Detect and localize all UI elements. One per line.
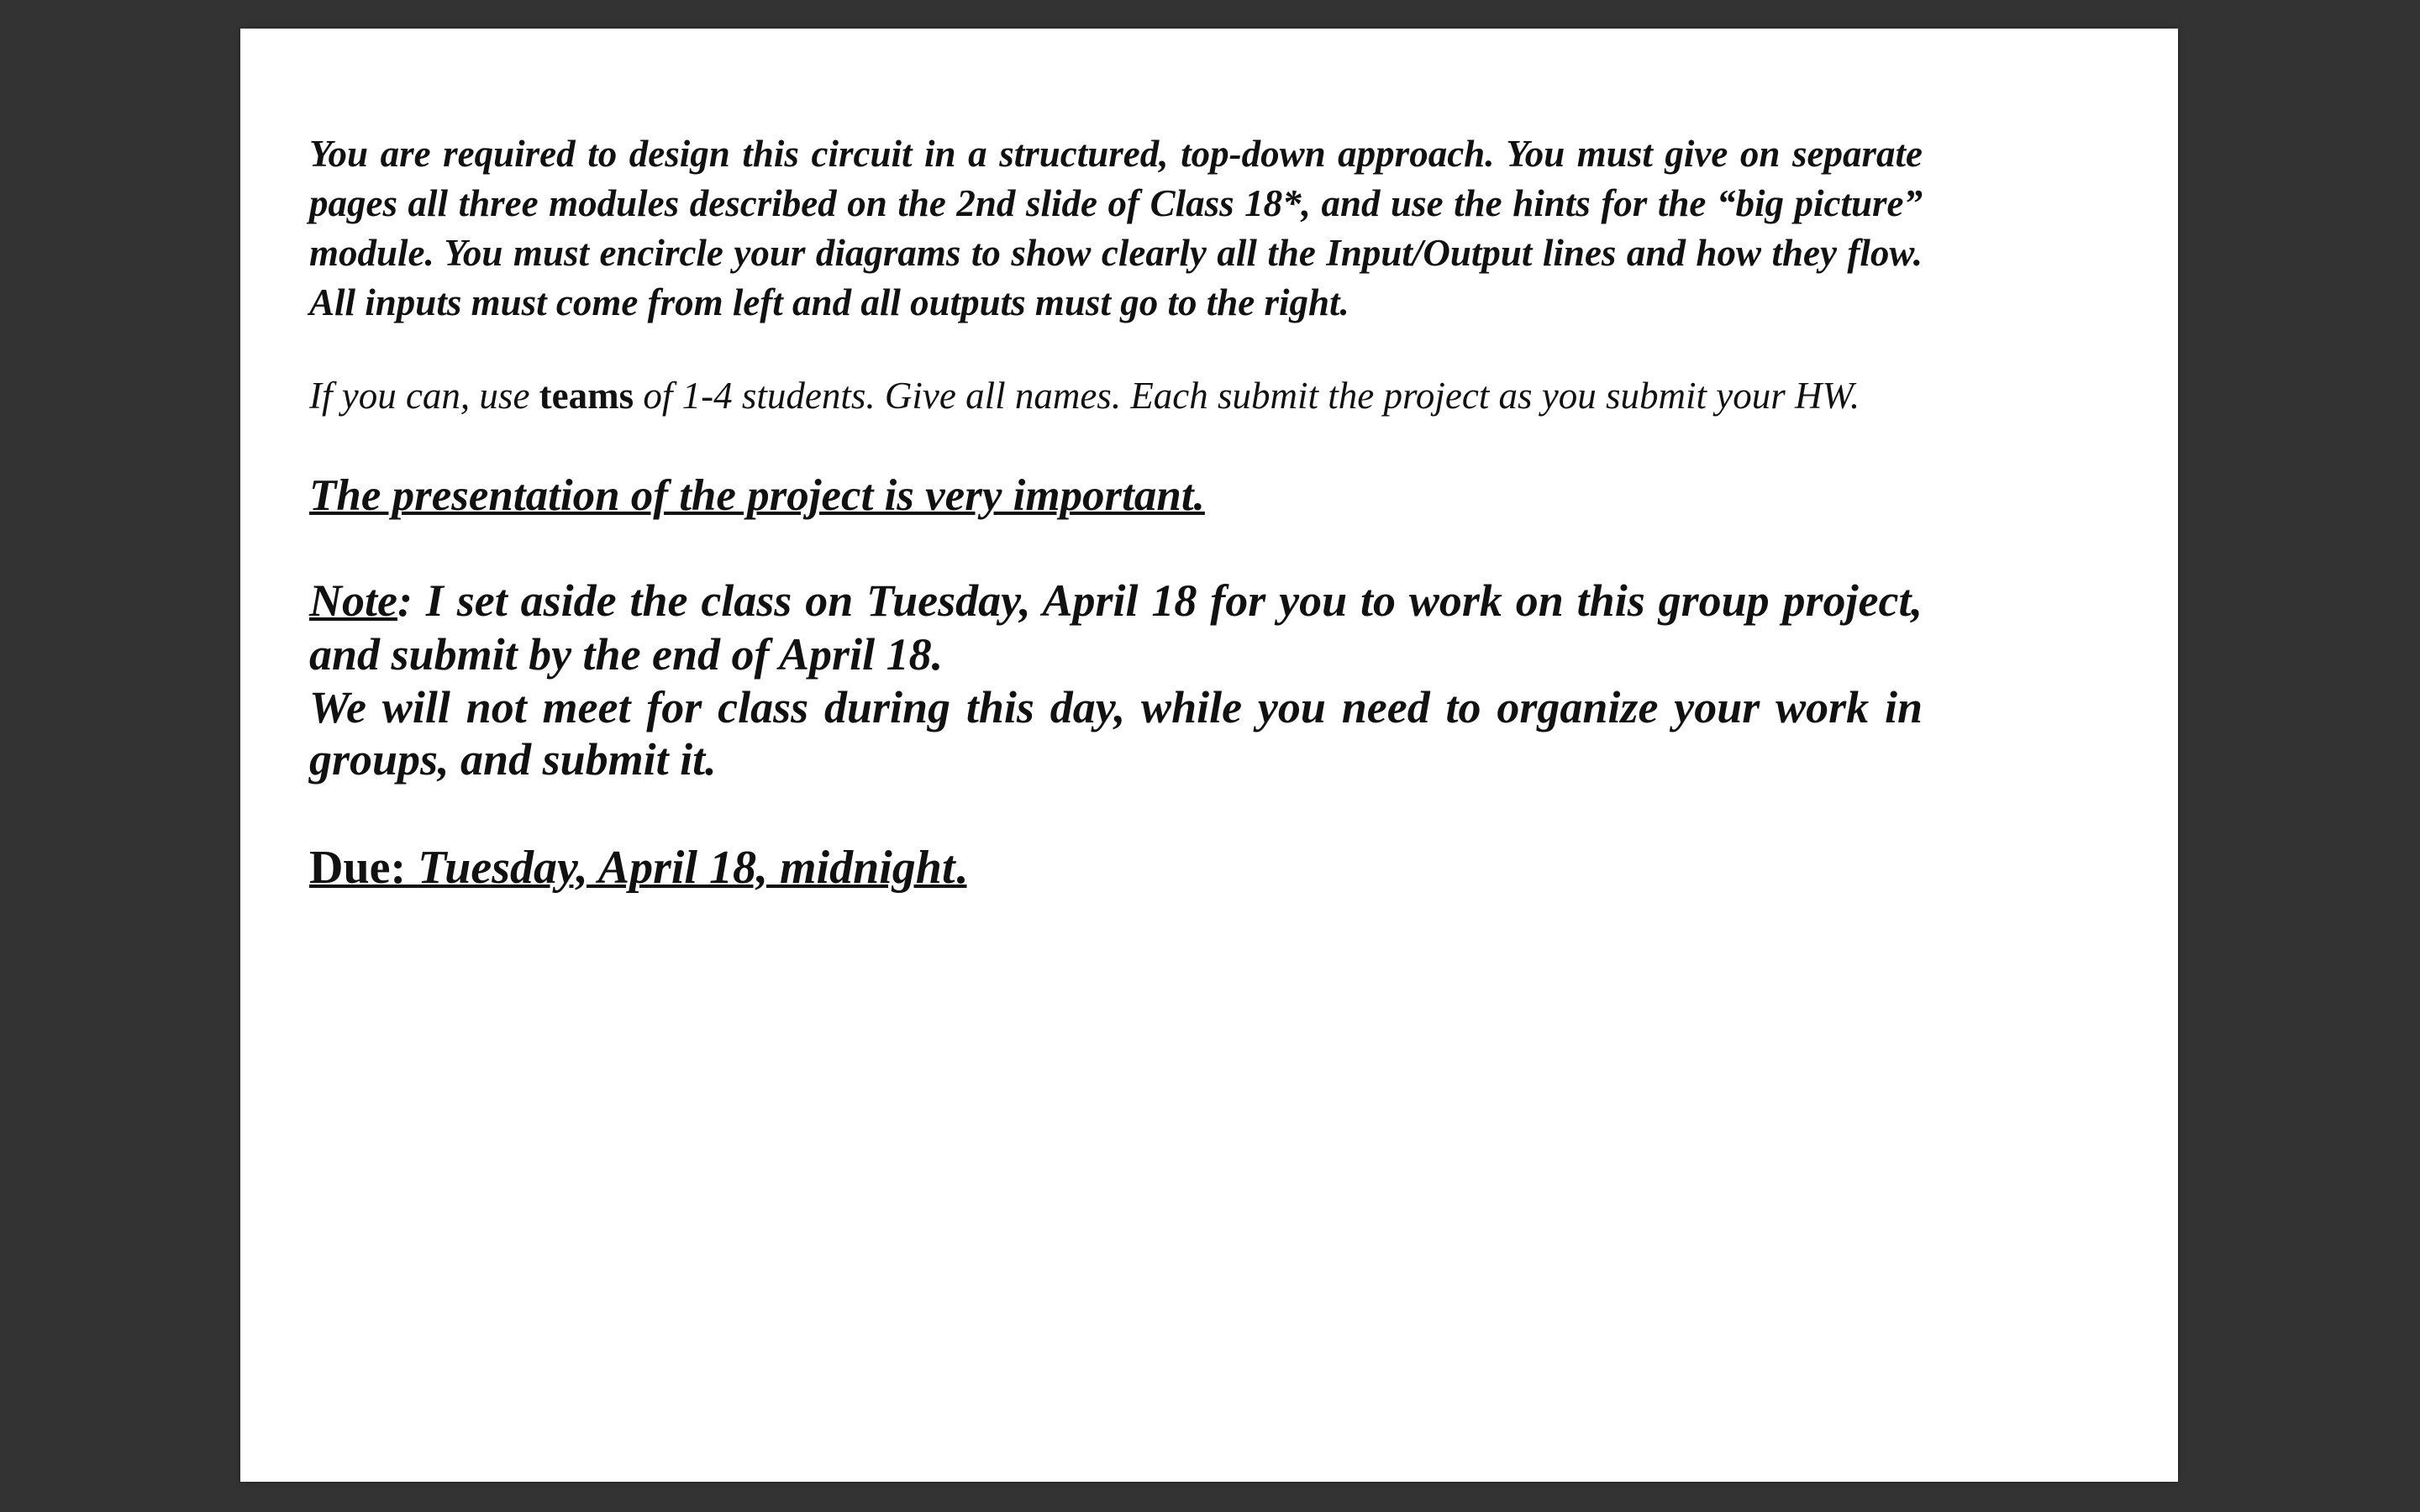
- note-text: : I set aside the class on Tuesday, April 18 for you to work on this group project, and submit by the end of April 18.: [309, 575, 1923, 680]
- meeting-paragraph: We will not meet for class during this day, while you need to organize your work in groups, and submit it.: [309, 682, 1923, 785]
- due-line: [309, 839, 1923, 896]
- due-date: Tuesday, April 18, midnight: [418, 842, 955, 894]
- due-label: Due:: [309, 842, 418, 894]
- teams-text-after: of 1-4 students. Give all names. Each submit the project as you submit your HW.: [634, 375, 1860, 417]
- instructions-paragraph: You are required to design this circuit in a structured, top-down approach. You must give on separate pages all three modules described on the 2nd slide of Class 18*, and use the hints for the “big picture” module. You must encircle your diagrams to show clearly all the Input/Output lines and how they flow. All inputs must come from left and all outputs must go to the right.: [309, 133, 1923, 323]
- note-label: Note: [309, 575, 397, 626]
- page-content: [309, 129, 1923, 896]
- due-end: .: [955, 842, 967, 894]
- teams-paragraph: [309, 371, 1923, 421]
- document-page: [240, 29, 2178, 1482]
- presentation-note: The presentation of the project is very important.: [309, 471, 1205, 520]
- note-paragraph: [309, 574, 1923, 681]
- teams-text-before: If you can, use: [309, 375, 539, 417]
- teams-bold-word: teams: [539, 375, 634, 417]
